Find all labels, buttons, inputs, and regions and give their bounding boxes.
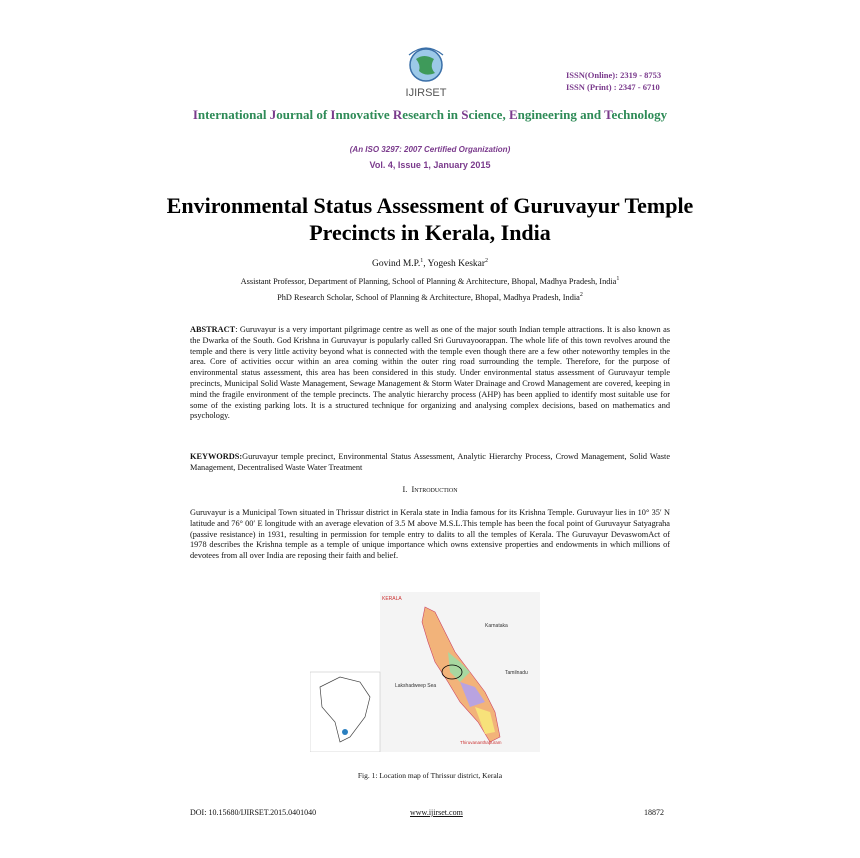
journal-name-segment: I (192, 107, 198, 122)
paper-title: Environmental Status Assessment of Guruvayur Temple Precincts in Kerala, India (166, 193, 694, 245)
journal-name-segment: T (604, 107, 612, 122)
journal-name-segment: J (269, 107, 277, 122)
affiliation-2: PhD Research Scholar, School of Planning & Architecture, Bhopal, Madhya Pradesh, India$^2$ (277, 292, 583, 302)
section-number: I. (402, 485, 408, 494)
issn-online: ISSN(Online): 2319 - 8753 (566, 70, 662, 80)
journal-name-segment: S (461, 107, 469, 122)
keywords (190, 452, 670, 474)
journal-name-segment: echnology (611, 107, 668, 122)
issn-print: ISSN (Print) : 2347 - 6710 (566, 82, 660, 92)
abstract-label: ABSTRACT (190, 325, 236, 334)
iso-certification: (An ISO 3297: 2007 Certified Organization) (349, 145, 511, 154)
volume-issue: Vol. 4, Issue 1, January 2015 (369, 160, 491, 170)
map-label-karnataka: Karnataka (485, 623, 508, 629)
footer-doi: DOI: 10.15680/IJIRSET.2015.0401040 (190, 808, 317, 817)
affiliation-1: Assistant Professor, Department of Planning, School of Planning & Architecture, Bhopal, Madhya Pradesh, India$^1$ (240, 276, 620, 286)
journal-name-segment: I (330, 107, 336, 122)
intro-paragraph: Guruvayur is a Municipal Town situated in Thrissur district in Kerala state in India famous for its Krishna Temple. Guruvayur lies in 10° 35′ N latitude and 76° 00′ E longitude with an average elevation of 3.5 M above M.S.L.This temple has been the focal point of Guruvayur Satyagraha (passive resistance) in 1931, resulting in permission for temple entry to dalits to all the temples of Kerala. The Guruvayur DevaswomAct of 1978 describes the Krishna temple as a temple of unique importance which owns extensive properties and endowments in which millions of devotees from all over India are reposing their faith and belief. (190, 508, 670, 561)
journal-name-segment: nternational (197, 107, 270, 122)
keywords-text: Guruvayur temple precinct, Environmental Status Assessment, Analytic Hierarchy Process, Crowd Management, Solid Waste Management, Decentralised Waste Water Treatment (190, 452, 670, 472)
map-label-tamilnadu: Tamilnadu (505, 670, 528, 676)
journal-logo (389, 41, 464, 103)
journal-name-segment: ournal of (276, 107, 331, 122)
journal-name (175, 106, 685, 123)
map-label-lakshadweep: Lakshadweep Sea (395, 683, 437, 689)
footer-page-number: 18872 (644, 808, 664, 817)
map-label-capital: Thiruvananthapuram (460, 740, 502, 745)
journal-name-segment: ngineering and (517, 107, 605, 122)
journal-name-segment: E (508, 107, 518, 122)
journal-name-segment: R (392, 107, 403, 122)
logo-text: IJIRSET (405, 87, 447, 99)
journal-name-segment: cience, (468, 107, 509, 122)
footer-website-link[interactable]: www.ijirset.com (410, 808, 463, 817)
figure-caption: Fig. 1: Location map of Thrissur district, Kerala (357, 771, 503, 780)
map-label-kerala: KERALA (382, 596, 402, 602)
journal-name-segment: nnovative (335, 107, 393, 122)
journal-name-segment: esearch in (402, 107, 462, 122)
abstract-text: : Guruvayur is a very important pilgrimage centre as well as one of the major south Indian temple attractions. It is also known as the Dwarka of the South. God Krishna in Guruvayur is popularly called Sri Guruvayoorappan. The whole life of this town revolves around the temple and there is very little activity beyond what is connected with the temple even though there are a few other noteworthy temples in the area. Core of activities occur within an area coming within the outer ring road surrounding the temple. Therefore, for the purpose of environmental status assessment, this area has been considered in this study. Under environmental status assessment of Guruvayur temple precincts, Municipal Solid Waste Management, Sewage Management & Storm Water Drainage and Crowd Management are covered, keeping in mind the fragile environment of the temple precincts. The analytic hierarchy process (AHP) has been applied to identify most suitable use for some of the existing parking lots. It is a structured technique for organizing and analysing complex decisions, based on mathematics and psychology. (190, 325, 670, 421)
authors: Govind M.P.$^1$, Yogesh Keskar$^2$ (371, 258, 489, 270)
issn-block (566, 69, 661, 93)
location-map-figure (310, 592, 540, 752)
abstract (190, 325, 670, 422)
keywords-label: KEYWORDS: (190, 452, 243, 461)
section-title: Introduction (411, 485, 458, 494)
section-heading (190, 485, 670, 494)
